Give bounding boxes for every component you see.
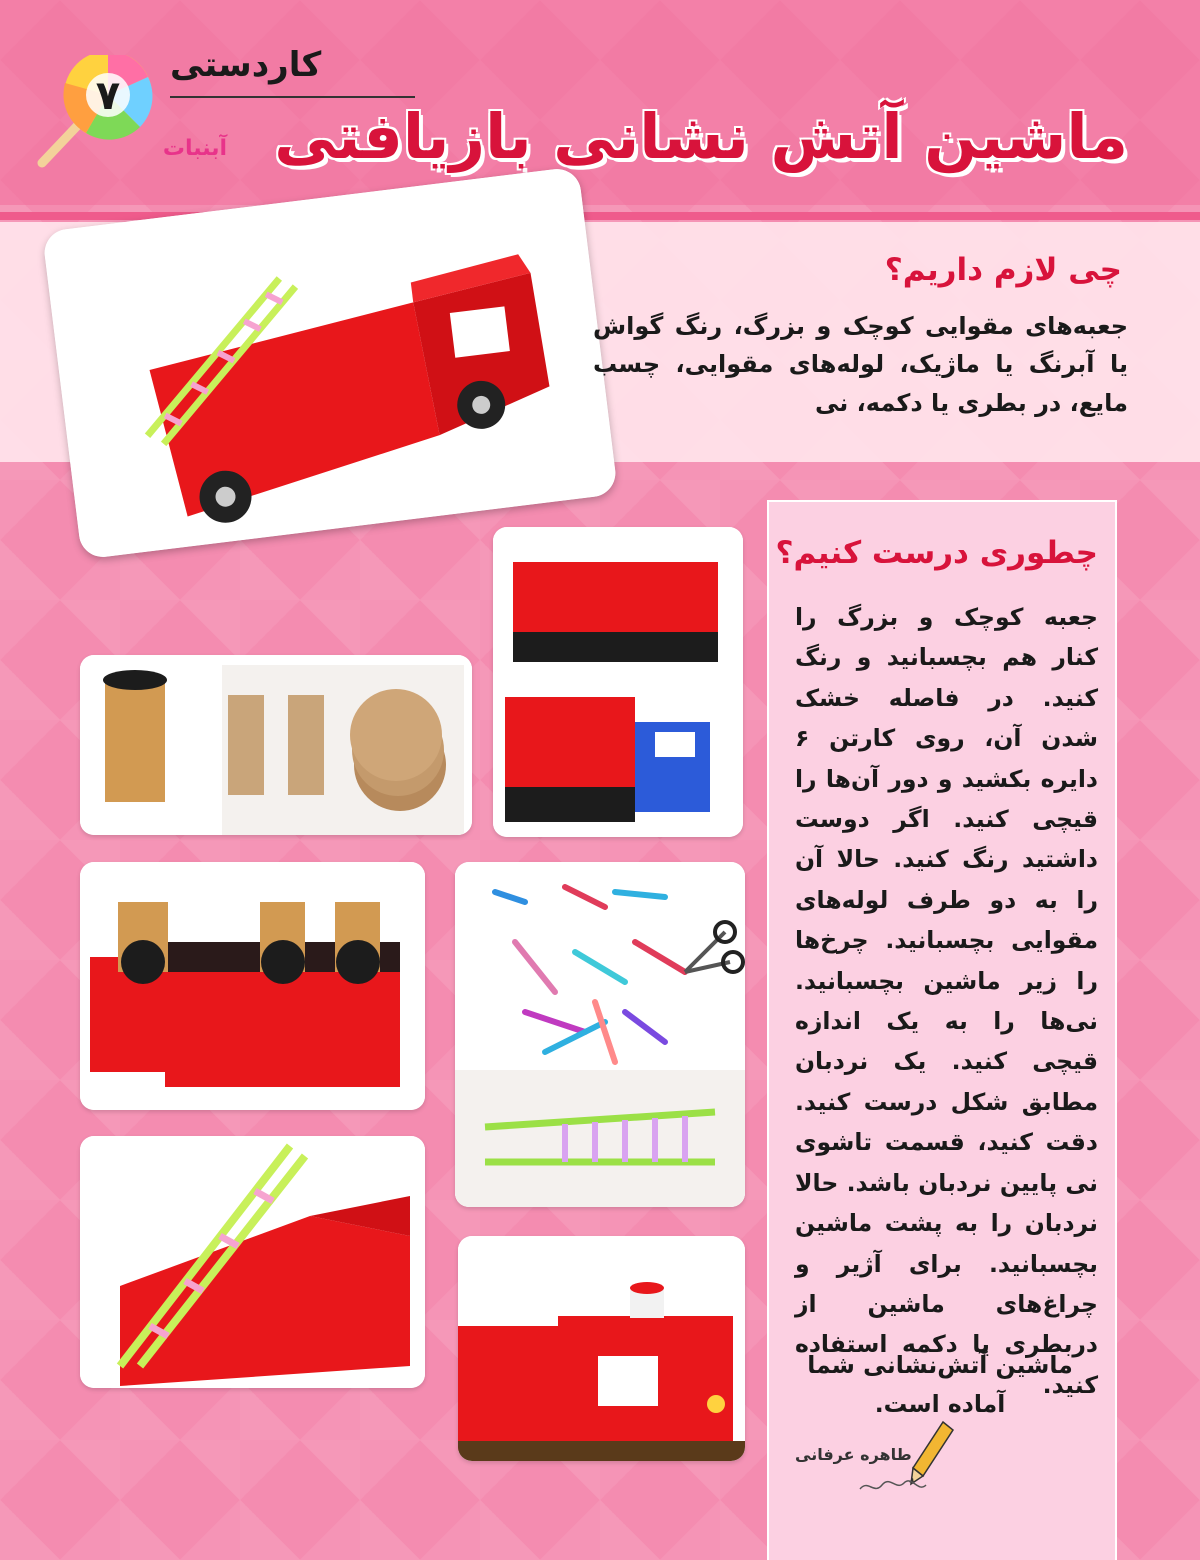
closing-text: ماشین آتش‌نشانی شما آماده است.: [807, 1351, 1073, 1418]
rolls-and-circles-photo: [80, 655, 472, 835]
page-number: ۷: [95, 73, 121, 119]
section-divider: [170, 96, 415, 98]
section-title: کاردستی: [170, 45, 322, 85]
author-name: طاهره عرفانی: [795, 1445, 912, 1464]
box-step-photo: [493, 527, 743, 837]
materials-text: جعبه‌های مقوایی کوچک و بزرگ، رنگ گواش یا آبرنگ یا ماژیک، لوله‌های مقوایی، چسب مایع، در بطری یا دکمه، نی: [593, 312, 1128, 417]
signature-scribble: [858, 1475, 928, 1497]
instructions-text: جعبه کوچک و بزرگ را کنار هم بچسبانید و رنگ کنید. در فاصله خشک شدن آن، روی کارتن ۶ دایره بکشید و دور آن‌ها را قیچی کنید. اگر دوست داشتید رنگ کنید. حالا آن را به دو طرف لوله‌های مقوایی بچسبانید. چرخ‌ها را زیر ماشین بچسبانید. نی‌ها را به یک اندازه قیچی کنید. یک نردبان مطابق شکل درست کنید. دقت کنید، قسمت تاشوی نی پایین نردبان باشد. حالا نردبان را به پشت ماشین بچسبانید. برای آژیر و چراغ‌های ماشین از دربطری یا دکمه استفاده کنید.: [795, 603, 1098, 1399]
cabin-step-photo: [458, 1236, 745, 1461]
page-title: ماشین آتش نشانی بازیافتی: [274, 100, 1128, 173]
instructions-heading: چطوری درست کنیم؟: [775, 535, 1098, 571]
finished-truck-photo: [42, 166, 618, 559]
materials-heading: چی لازم داریم؟: [884, 252, 1122, 288]
ladder-step-photo: [80, 1136, 425, 1388]
straws-step-photo: [455, 862, 745, 1207]
wheels-step-photo: [80, 862, 425, 1110]
logo-text: آبنبات: [162, 136, 228, 161]
